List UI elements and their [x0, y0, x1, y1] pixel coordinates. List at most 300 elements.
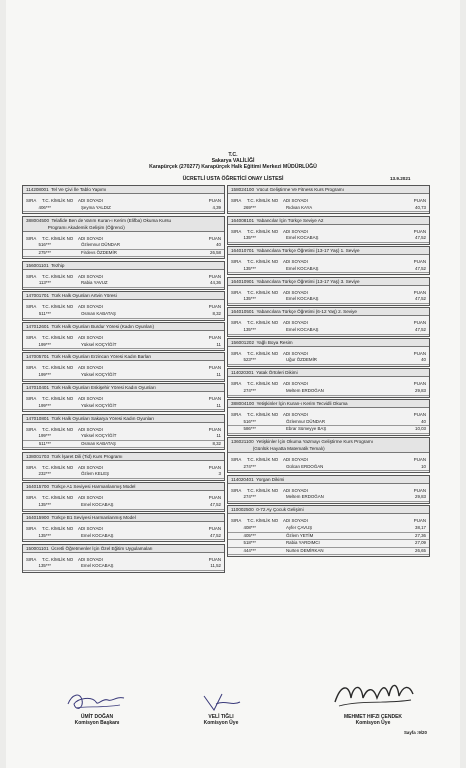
column-header-row — [23, 198, 224, 205]
course-section — [227, 505, 430, 557]
course-body — [228, 377, 429, 396]
col-header-puan: PUAN — [208, 426, 221, 432]
tc-kimlik-no: 274*** — [243, 463, 256, 469]
tc-kimlik-no: 408*** — [243, 524, 256, 530]
col-header-sira: SIRA — [231, 381, 242, 387]
right-column — [227, 185, 430, 559]
course-section — [22, 216, 225, 260]
table-row — [23, 342, 224, 350]
tc-kimlik-no: 523*** — [243, 357, 256, 363]
col-header-puan: PUAN — [413, 289, 426, 295]
table-row — [228, 525, 429, 533]
table-row — [228, 357, 429, 365]
col-header-puan: PUAN — [413, 350, 426, 356]
column-header-row — [23, 274, 224, 281]
column-header-row — [228, 351, 429, 358]
person-name: Gülcan ERDOĞAN — [286, 463, 324, 469]
course-title: 164015700 Türkçe A1 Seviyesi Harmanlanmış Model — [23, 483, 224, 491]
person-name: Rabia YAVUZ — [81, 280, 108, 286]
course-body — [23, 491, 224, 510]
course-body — [228, 408, 429, 435]
course-title: 164010701 Yabancılara Türkçe Öğretimi (13-17 Yaş) 1. Seviye — [228, 247, 429, 255]
tc-kimlik-no: 274*** — [243, 388, 256, 394]
table-row — [23, 250, 224, 258]
table-row — [23, 311, 224, 319]
column-header-row — [23, 365, 224, 372]
col-header-sira: SIRA — [26, 304, 37, 310]
person-name: Yüksel KOÇYİĞİT — [81, 372, 117, 378]
course-title: 164015900 Türkçe B1 Seviyesi Harmanlanmış Model — [23, 514, 224, 522]
table-row — [228, 388, 429, 396]
header-date: 13.9.2021 — [390, 176, 411, 181]
col-header-sira: SIRA — [26, 273, 37, 279]
col-header-name: ADI SOYADI — [283, 457, 308, 463]
course-body — [23, 392, 224, 411]
col-header-sira: SIRA — [26, 198, 37, 203]
col-header-puan: PUAN — [413, 228, 426, 234]
tc-kimlik-no: 135*** — [38, 563, 51, 569]
person-name: Özlemnur DÜNDAR — [81, 242, 121, 248]
person-name: Emel KOCABAŞ — [81, 501, 114, 507]
col-header-name: ADI SOYADI — [78, 426, 103, 432]
col-header-name: ADI SOYADI — [78, 556, 103, 562]
col-header-name: ADI SOYADI — [78, 396, 103, 402]
col-header-tc: T.C. KİMLİK NO — [247, 487, 279, 493]
col-header-sira: SIRA — [231, 198, 242, 203]
column-header-row — [23, 465, 224, 472]
tc-kimlik-no: 511*** — [38, 310, 51, 316]
col-header-tc: T.C. KİMLİK NO — [247, 518, 279, 524]
tc-kimlik-no: 275*** — [38, 249, 51, 255]
handwritten-signature-2 — [196, 690, 246, 714]
tc-kimlik-no: 516*** — [38, 242, 51, 248]
col-header-tc: T.C. KİMLİK NO — [42, 426, 74, 432]
tc-kimlik-no: 199*** — [38, 341, 51, 347]
signer-name-2: VELİ TIĞLI — [208, 714, 234, 720]
course-section — [22, 513, 225, 542]
column-header-row — [228, 412, 429, 419]
col-header-puan: PUAN — [413, 259, 426, 265]
table-row — [23, 502, 224, 510]
table-row — [228, 533, 429, 541]
col-header-tc: T.C. KİMLİK NO — [247, 259, 279, 265]
col-header-puan: PUAN — [208, 304, 221, 310]
col-header-tc: T.C. KİMLİK NO — [42, 556, 74, 562]
col-header-name: ADI SOYADI — [78, 198, 103, 203]
column-header-row — [23, 526, 224, 533]
table-row — [228, 548, 429, 556]
course-title: 156001101 Tezhip — [23, 262, 224, 270]
course-section — [227, 399, 430, 436]
puan-value: 27,09 — [415, 540, 426, 546]
col-header-name: ADI SOYADI — [283, 228, 308, 234]
course-body — [23, 423, 224, 450]
table-row — [228, 494, 429, 502]
course-section — [22, 352, 225, 381]
col-header-puan: PUAN — [208, 464, 221, 470]
course-section — [227, 216, 430, 245]
page-number: Sayfa :9/20 — [404, 730, 427, 735]
col-header-name: ADI SOYADI — [78, 525, 103, 531]
tc-kimlik-no: 269*** — [243, 204, 256, 210]
course-body — [228, 347, 429, 366]
col-header-tc: T.C. KİMLİK NO — [247, 289, 279, 295]
person-name: Yüksel KOÇYİĞİT — [81, 402, 117, 408]
person-name: Nurten DEMİRKAN — [286, 547, 324, 553]
course-section — [22, 414, 225, 451]
table-row — [23, 433, 224, 441]
col-header-puan: PUAN — [208, 495, 221, 501]
puan-value: 10 — [421, 463, 426, 469]
person-name: Meltem ERDOĞAN — [286, 494, 324, 500]
col-header-tc: T.C. KİMLİK NO — [247, 228, 279, 234]
col-header-tc: T.C. KİMLİK NO — [42, 273, 74, 279]
puan-value: 26,58 — [210, 249, 221, 255]
person-name: Özlemnur DÜNDAR — [286, 418, 326, 424]
col-header-puan: PUAN — [413, 320, 426, 326]
puan-value: 11 — [216, 341, 221, 347]
col-header-puan: PUAN — [208, 235, 221, 241]
course-section — [227, 437, 430, 473]
col-header-sira: SIRA — [26, 464, 37, 470]
column-header-row — [23, 495, 224, 502]
course-section — [227, 307, 430, 336]
tc-kimlik-no: 135*** — [243, 265, 256, 271]
col-header-puan: PUAN — [208, 525, 221, 531]
tc-kimlik-no: 135*** — [243, 326, 256, 332]
course-title: 110002500 0-72 Ay Çocuk Gelişimi — [228, 506, 429, 514]
person-name: Emel KOCABAŞ — [286, 326, 319, 332]
puan-value: 11 — [216, 433, 221, 439]
col-header-name: ADI SOYADI — [283, 289, 308, 295]
puan-value: 11,52 — [210, 563, 221, 569]
col-header-tc: T.C. KİMLİK NO — [247, 320, 279, 326]
handwritten-signature-3 — [325, 676, 421, 714]
person-name: Ayfer ÇAVUŞ — [286, 524, 313, 530]
puan-value: 40 — [421, 418, 426, 424]
col-header-puan: PUAN — [208, 396, 221, 402]
table-row — [23, 533, 224, 541]
course-body — [23, 270, 224, 289]
tc-kimlik-no: 135*** — [243, 235, 256, 241]
puan-value: 47,52 — [415, 296, 426, 302]
course-title: 147001701 Türk Halk Oyunları Artvin Yöresi — [23, 292, 224, 300]
puan-value: 40 — [216, 242, 221, 248]
person-name: Yüksel KOÇYİĞİT — [81, 341, 117, 347]
col-header-sira: SIRA — [231, 259, 242, 265]
table-row — [23, 280, 224, 288]
col-header-sira: SIRA — [26, 556, 37, 562]
header-institution: Karapürçek (270277) Karapürçek Halk Eğitimi Merkezi MÜDÜRLÜĞÜ — [149, 164, 317, 170]
course-section — [22, 544, 225, 573]
col-header-sira: SIRA — [26, 426, 37, 432]
puan-value: 47,52 — [210, 532, 221, 538]
col-header-name: ADI SOYADI — [78, 365, 103, 371]
tc-kimlik-no: 405*** — [243, 532, 256, 538]
col-header-tc: T.C. KİMLİK NO — [42, 365, 74, 371]
column-header-row — [23, 427, 224, 434]
col-header-sira: SIRA — [26, 334, 37, 340]
col-header-sira: SIRA — [26, 525, 37, 531]
column-header-row — [23, 335, 224, 342]
signer-name-1: ÜMİT DOĞAN — [80, 714, 114, 720]
col-header-sira: SIRA — [26, 365, 37, 371]
col-header-name: ADI SOYADI — [283, 412, 308, 418]
col-header-puan: PUAN — [208, 334, 221, 340]
col-header-name: ADI SOYADI — [283, 198, 308, 203]
course-title: 147010401 Türk Halk Oyunları Eskişehir Yöresi Kadın Oyunları — [23, 384, 224, 392]
column-header-row — [228, 518, 429, 525]
course-body — [23, 331, 224, 350]
person-name: Şeyma YALDIZ — [81, 204, 111, 210]
course-body — [23, 522, 224, 541]
person-name: Rabia YARDIMCI — [286, 540, 320, 546]
col-header-tc: T.C. KİMLİK NO — [42, 198, 74, 203]
col-header-sira: SIRA — [26, 396, 37, 402]
col-header-tc: T.C. KİMLİK NO — [42, 525, 74, 531]
course-title: 114208001 Tel Ve Çivi İle Tablo Yapımı — [23, 186, 224, 194]
course-title: 147005701 Türk Halk Oyunları Erzincan Yöresi Kadın Barları — [23, 353, 224, 361]
tc-kimlik-no: 135*** — [38, 532, 51, 538]
col-header-sira: SIRA — [231, 457, 242, 463]
col-header-puan: PUAN — [413, 198, 426, 203]
col-header-name: ADI SOYADI — [78, 334, 103, 340]
puan-value: 40 — [421, 357, 426, 363]
course-title: 114020401 Yorgan Dikimi — [228, 476, 429, 484]
course-body — [228, 286, 429, 305]
puan-value: 3 — [218, 471, 221, 477]
course-title: 147012601 Türk Halk Oyunları Burdur Yöresi (Kadın Oyunları) — [23, 323, 224, 331]
tc-kimlik-no: 199*** — [38, 433, 51, 439]
table-row — [23, 242, 224, 250]
tc-kimlik-no: 199*** — [38, 402, 51, 408]
col-header-name: ADI SOYADI — [78, 464, 103, 470]
course-title: 158024100 Vücut Geliştirme Ve Fitness Kurs Programı — [228, 186, 429, 194]
header-list-title: ÜCRETLİ USTA ÖĞRETİCİ ONAY LİSTESİ — [182, 176, 284, 182]
column-header-row — [23, 557, 224, 564]
col-header-name: ADI SOYADI — [283, 518, 308, 524]
col-header-tc: T.C. KİMLİK NO — [42, 235, 74, 241]
person-name: Meltem ERDOĞAN — [286, 388, 324, 394]
course-title: 114020301 Yatak Örtüleri Dikimi — [228, 369, 429, 377]
col-header-tc: T.C. KİMLİK NO — [247, 198, 279, 203]
course-body — [23, 232, 224, 259]
col-header-puan: PUAN — [413, 412, 426, 418]
tc-kimlik-no: 113*** — [38, 280, 51, 286]
course-section — [227, 338, 430, 367]
course-body — [228, 316, 429, 335]
col-header-sira: SIRA — [231, 518, 242, 524]
col-header-puan: PUAN — [208, 556, 221, 562]
course-title: 388004500 Telafide Ben de Varım Kuran-ı Kerim (Elifba) Okuma Kursu Programı Akademik Gelişim (Öğrenci) — [23, 217, 224, 232]
tc-kimlik-no: 586*** — [243, 426, 256, 432]
col-header-puan: PUAN — [413, 457, 426, 463]
col-header-tc: T.C. KİMLİK NO — [247, 457, 279, 463]
tc-kimlik-no: 135*** — [243, 296, 256, 302]
puan-value: 8,32 — [212, 310, 221, 316]
puan-value: 47,52 — [415, 265, 426, 271]
col-header-name: ADI SOYADI — [78, 304, 103, 310]
col-header-tc: T.C. KİMLİK NO — [42, 304, 74, 310]
person-name: Ebrar Sümeyye BAŞ — [286, 426, 327, 432]
signer-role-3: Komisyon Üye — [355, 720, 391, 727]
table-row — [23, 563, 224, 571]
course-section — [22, 291, 225, 320]
course-body — [228, 453, 429, 472]
course-body — [23, 361, 224, 380]
col-header-puan: PUAN — [208, 365, 221, 371]
col-header-sira: SIRA — [231, 228, 242, 234]
person-name: Özlem KELEŞ — [81, 471, 110, 477]
puan-value: 11 — [216, 372, 221, 378]
column-header-row — [23, 236, 224, 243]
signer-role-1: Komisyon Başkanı — [74, 720, 120, 727]
handwritten-signature-1 — [62, 690, 132, 714]
person-name: Osman KABATAŞ — [81, 310, 116, 316]
col-header-sira: SIRA — [231, 412, 242, 418]
table-row — [23, 441, 224, 449]
col-header-sira: SIRA — [26, 235, 37, 241]
course-body — [23, 300, 224, 319]
col-header-tc: T.C. KİMLİK NO — [42, 396, 74, 402]
table-row — [23, 372, 224, 380]
tc-kimlik-no: 232*** — [38, 471, 51, 477]
course-section — [22, 185, 225, 214]
person-name: Firdevs ÖZDEMİR — [81, 249, 117, 255]
col-header-sira: SIRA — [231, 320, 242, 326]
course-section — [227, 368, 430, 397]
column-header-row — [228, 381, 429, 388]
course-body — [228, 225, 429, 244]
table-row — [228, 235, 429, 243]
tc-kimlik-no: 406*** — [38, 204, 51, 210]
column-header-row — [23, 304, 224, 311]
person-name: Emel KOCABAŞ — [81, 532, 114, 538]
col-header-sira: SIRA — [26, 495, 37, 501]
person-name: Emel KOCABAŞ — [286, 235, 319, 241]
col-header-name: ADI SOYADI — [78, 273, 103, 279]
person-name: Emel KOCABAŞ — [81, 563, 114, 569]
col-header-name: ADI SOYADI — [283, 381, 308, 387]
puan-value: 44,36 — [210, 280, 221, 286]
course-section — [227, 246, 430, 275]
col-header-tc: T.C. KİMLİK NO — [42, 495, 74, 501]
course-title: 164010501 Yabancılara Türkçe Öğretimi (6-12 Yaş) 2. Seviye — [228, 308, 429, 316]
signature-block-1 — [52, 690, 142, 727]
table-row — [23, 205, 224, 213]
signer-name-3: MEHMET HIFZI ÇENDEK — [343, 714, 403, 720]
person-name: Rıdvan KAYA — [286, 204, 313, 210]
course-body — [228, 514, 429, 556]
table-row — [23, 403, 224, 411]
col-header-tc: T.C. KİMLİK NO — [42, 464, 74, 470]
puan-value: 10,03 — [415, 426, 426, 432]
col-header-sira: SIRA — [231, 289, 242, 295]
course-title: 136021100 Yetişkinler İçin Okuma Yazmayı Geliştirme Kurs Programı (Günlük Hayatta Matematik Temalı) — [228, 438, 429, 453]
course-section — [22, 482, 225, 511]
col-header-sira: SIRA — [231, 487, 242, 493]
col-header-tc: T.C. KİMLİK NO — [42, 334, 74, 340]
course-section — [22, 383, 225, 412]
course-title: 164008101 Yabancılar İçin Türkçe Seviye A2 — [228, 217, 429, 225]
col-header-puan: PUAN — [208, 273, 221, 279]
puan-value: 47,52 — [210, 501, 221, 507]
tc-kimlik-no: 518*** — [243, 540, 256, 546]
course-body — [23, 461, 224, 480]
col-header-sira: SIRA — [231, 350, 242, 356]
column-header-row — [228, 229, 429, 236]
column-header-row — [228, 457, 429, 464]
course-section — [227, 475, 430, 504]
course-body — [228, 255, 429, 274]
column-header-row — [228, 488, 429, 495]
course-body — [228, 194, 429, 213]
puan-value: 40,73 — [415, 204, 426, 210]
tc-kimlik-no: 199*** — [38, 372, 51, 378]
tc-kimlik-no: 516*** — [243, 418, 256, 424]
person-name: Emel KOCABAŞ — [286, 265, 319, 271]
col-header-name: ADI SOYADI — [78, 495, 103, 501]
table-row — [228, 419, 429, 427]
course-title: 150001101 Ücretli Öğretmenler İçin Özel Eğitim Uygulamaları — [23, 545, 224, 553]
course-title: 156001202 Yağlı Boya Resim — [228, 339, 429, 347]
col-header-name: ADI SOYADI — [78, 235, 103, 241]
person-name: Uğur ÖZDEMİR — [286, 357, 317, 363]
puan-value: 8,32 — [212, 440, 221, 446]
col-header-puan: PUAN — [413, 487, 426, 493]
col-header-name: ADI SOYADI — [283, 320, 308, 326]
puan-value: 4,39 — [212, 204, 221, 210]
col-header-tc: T.C. KİMLİK NO — [247, 412, 279, 418]
tc-kimlik-no: 444*** — [243, 547, 256, 553]
col-header-puan: PUAN — [413, 381, 426, 387]
course-section — [22, 322, 225, 351]
table-row — [228, 540, 429, 548]
course-section — [227, 277, 430, 306]
puan-value: 47,52 — [415, 235, 426, 241]
person-name: Yüksel KOÇYİĞİT — [81, 433, 117, 439]
column-header-row — [228, 259, 429, 266]
col-header-name: ADI SOYADI — [283, 259, 308, 265]
column-header-row — [228, 320, 429, 327]
course-body — [23, 194, 224, 213]
person-name: Özlem YETİM — [286, 532, 314, 538]
puan-value: 47,52 — [415, 326, 426, 332]
col-header-name: ADI SOYADI — [283, 350, 308, 356]
left-column — [22, 185, 225, 574]
column-header-row — [23, 396, 224, 403]
puan-value: 26,65 — [415, 547, 426, 553]
course-title: 164010901 Yabancılara Türkçe Öğretimi (13-17 Yaş) 3. Seviye — [228, 278, 429, 286]
signer-role-2: Komisyon Üye — [203, 720, 239, 727]
table-row — [228, 266, 429, 274]
puan-value: 29,83 — [415, 494, 426, 500]
tc-kimlik-no: 274*** — [243, 494, 256, 500]
col-header-tc: T.C. KİMLİK NO — [247, 381, 279, 387]
table-row — [228, 327, 429, 335]
table-row — [228, 205, 429, 213]
col-header-tc: T.C. KİMLİK NO — [247, 350, 279, 356]
course-body — [23, 553, 224, 572]
course-section — [22, 261, 225, 290]
col-header-puan: PUAN — [413, 518, 426, 524]
puan-value: 11 — [216, 402, 221, 408]
puan-value: 38,17 — [415, 524, 426, 530]
course-body — [228, 484, 429, 503]
course-title: 138001703 Türk İşaret Dili (Tid) Kurs Programı — [23, 453, 224, 461]
table-row — [228, 296, 429, 304]
table-row — [23, 471, 224, 479]
